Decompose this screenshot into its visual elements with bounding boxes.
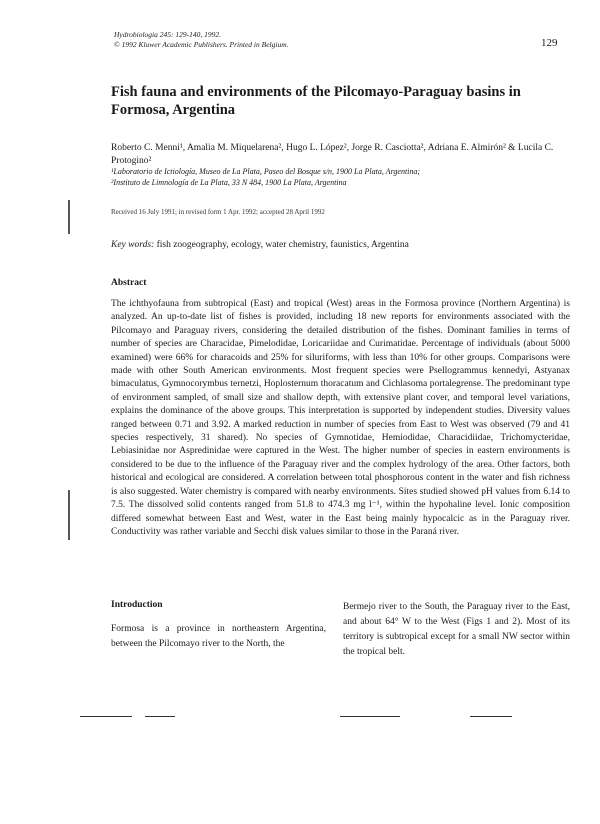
page-number: 129: [541, 37, 558, 49]
journal-line-2: © 1992 Kluwer Academic Publishers. Printed in Belgium.: [114, 40, 289, 49]
journal-citation: [114, 30, 289, 50]
abstract-body: The ichthyofauna from subtropical (East) and tropical (West) areas in the Formosa province (Northern Argentina) is analyzed. An up-to-date list of fishes is provided, including 18 new reports for environments associated with the Pilcomayo and Paraguay rivers, considering the detailed distribution of the fishes. Dominant families in terms of number of species are Characidae, Pimelodidae, Loricariidae and Curimatidae. Percentage of individuals (about 5000 examined) were 66% for characoids and 25% for siluriforms, with less than 10% for other groups. Comparisons were made with other South American environments. Most frequent species were Psellogrammus kennedyi, Astyanax bimaculatus, Gymnocorymbus ternetzi, Hoplosternum thoracatum and Cichlasoma portalegrense. The predominant type of environment sampled, of small size and shallow depth, with extensive plant cover, and temporal level variations, explains the dominance of the above groups. This interpretation is supported by independent studies. Diversity values ranged between 0.71 and 3.92. A marked reduction in number of species from East to West was observed (79 and 41 species respectively, 31 shared). No species of Gymnotidae, Hemiodidae, Characidiidae, Trichomycteridae, Lebiasinidae nor Aspredinidae were captured in the West. The higher number of species in eastern environments is considered to be due to the influence of the Paraguay river and the complex hydrology of the area. Other factors, both historical and ecological are considered. A correlation between total phosphorous content in the water and fish richness is also suggested. Water chemistry is compared with nearby environments. Sites studied showed pH values from 6.14 to 7.5. The dissolved solid contents ranged from 51.8 to 474.3 mg l⁻¹, within the hypohaline level. Ionic composition differed somewhat between East and West, water in the East being mainly hypocalcic as in the Paraguay river. Conductivity was rather variable and Secchi disk values similar to those in the Paraná river.: [111, 299, 570, 537]
keywords-label: Key words:: [111, 240, 155, 250]
introduction-left-column: Formosa is a province in northeastern Argentina, between the Pilcomayo river to the North, the: [111, 624, 326, 649]
margin-mark-top: [68, 200, 70, 234]
author-list: Roberto C. Menni¹, Amalia M. Miquelarena², Hugo L. López², Jorge R. Casciotta², Adriana E. Almirón² & Lucila C. Protogino²: [111, 143, 554, 166]
abstract-heading: Abstract: [111, 278, 147, 288]
footer-rule-3: [340, 716, 400, 717]
affiliation-2: ²Instituto de Limnología de La Plata, 33 N 484, 1900 La Plata, Argentina: [111, 178, 347, 187]
journal-line-1: Hydrobiologia 245: 129-140, 1992.: [114, 30, 222, 39]
affiliations: [111, 166, 571, 188]
footer-rule-1: [80, 716, 132, 717]
paper-title: Fish fauna and environments of the Pilcomayo-Paraguay basins in Formosa, Argentina: [111, 84, 521, 118]
affiliation-1: ¹Laboratorio de Ictiología, Museo de La Plata, Paseo del Bosque s/n, 1900 La Plata, Argentina;: [111, 167, 421, 176]
footer-rule-4: [470, 716, 512, 717]
received-dates: Received 16 July 1991; in revised form 1 Apr. 1992; accepted 28 April 1992: [111, 208, 325, 216]
keywords-text: fish zoogeography, ecology, water chemistry, faunistics, Argentina: [156, 240, 409, 250]
introduction-heading: Introduction: [111, 600, 163, 610]
footer-rule-2: [145, 716, 175, 717]
keywords: [111, 240, 581, 250]
margin-mark-middle: [68, 490, 70, 540]
introduction-right-column: Bermejo river to the South, the Paraguay river to the East, and about 64° W to the West (Figs 1 and 2). Most of its territory is subtropical except for a small NW sector within the tropical belt.: [343, 602, 570, 657]
